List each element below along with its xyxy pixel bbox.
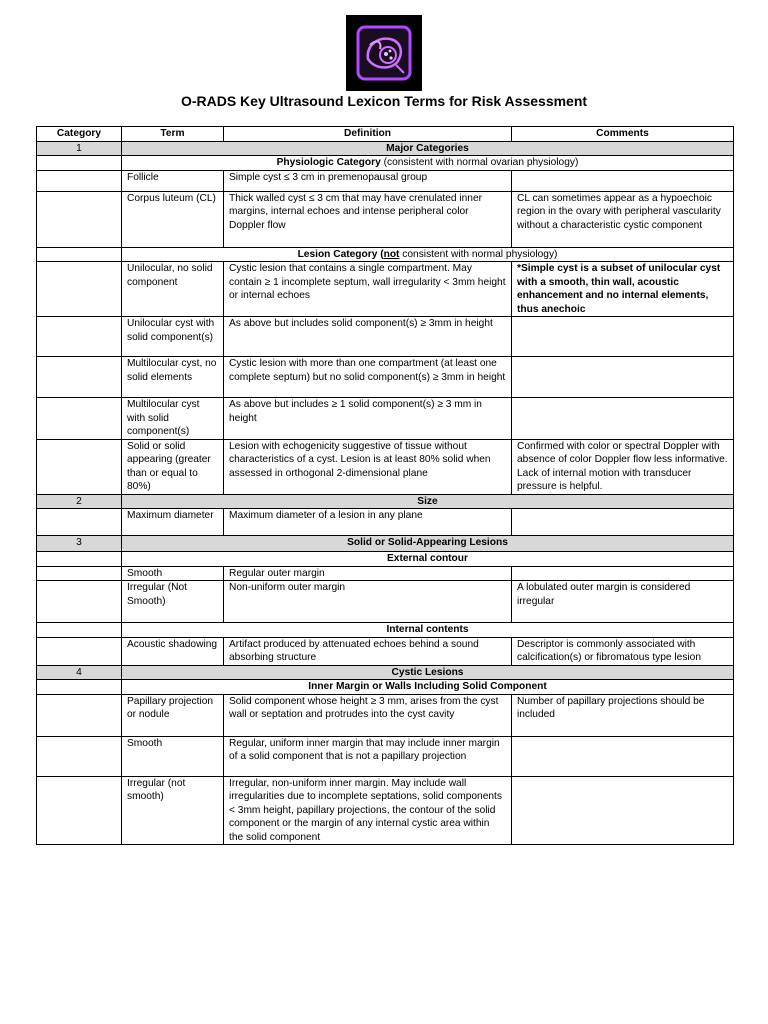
category-cell bbox=[37, 581, 122, 623]
subsection-row bbox=[37, 552, 734, 567]
category-cell bbox=[37, 623, 122, 638]
definition-cell: Thick walled cyst ≤ 3 cm that may have crenulated inner margins, internal echoes and intense peripheral color Doppler flow bbox=[224, 191, 512, 247]
category-cell bbox=[37, 509, 122, 536]
category-cell bbox=[37, 170, 122, 191]
term-cell: Smooth bbox=[122, 736, 224, 776]
definition-cell: Regular, uniform inner margin that may include inner margin of a solid component that is not a papillary projection bbox=[224, 736, 512, 776]
comment-cell: A lobulated outer margin is considered irregular bbox=[512, 581, 734, 623]
comment-cell: CL can sometimes appear as a hypoechoic region in the ovary with peripheral vascularity without a characteristic cystic component bbox=[512, 191, 734, 247]
term-cell: Multilocular cyst, no solid elements bbox=[122, 357, 224, 398]
section-title: Solid or Solid-Appearing Lesions bbox=[122, 536, 734, 552]
definition-cell: Cystic lesion with more than one compartment (at least one complete septum) but no solid component(s) ≥ 3mm in height bbox=[224, 357, 512, 398]
definition-cell: Lesion with echogenicity suggestive of tissue without characteristics of a cyst. Lesion is at least 80% solid when assessed in orthogonal 2-dimensional plane bbox=[224, 439, 512, 494]
definition-cell: Regular outer margin bbox=[224, 566, 512, 581]
category-cell bbox=[37, 439, 122, 494]
comment-cell: *Simple cyst is a subset of unilocular cyst with a smooth, thin wall, acoustic enhancement and no internal elements, thus anechoic bbox=[512, 262, 734, 317]
term-cell: Follicle bbox=[122, 170, 224, 191]
section-row bbox=[37, 494, 734, 509]
section-row bbox=[37, 536, 734, 552]
header-term: Term bbox=[122, 127, 224, 142]
category-cell bbox=[37, 156, 122, 171]
table-row bbox=[37, 170, 734, 191]
term-cell: Acoustic shadowing bbox=[122, 637, 224, 665]
category-cell bbox=[37, 680, 122, 695]
subsection-emphasis: not bbox=[383, 248, 400, 260]
subsection-title bbox=[122, 680, 734, 695]
section-title: Cystic Lesions bbox=[122, 665, 734, 680]
table-row bbox=[37, 191, 734, 247]
subsection-title bbox=[122, 247, 734, 262]
subsection-label: External contour bbox=[387, 553, 468, 564]
definition-cell: Maximum diameter of a lesion in any plane bbox=[224, 509, 512, 536]
category-cell bbox=[37, 262, 122, 317]
ovary-icon bbox=[346, 15, 422, 91]
term-cell: Maximum diameter bbox=[122, 509, 224, 536]
comment-cell: Descriptor is commonly associated with calcification(s) or fibromatous type lesion bbox=[512, 637, 734, 665]
table-row bbox=[37, 439, 734, 494]
subsection-label: Inner Margin or Walls Including Solid Component bbox=[308, 681, 547, 692]
table-row bbox=[37, 736, 734, 776]
category-cell bbox=[37, 191, 122, 247]
term-cell: Corpus luteum (CL) bbox=[122, 191, 224, 247]
category-cell bbox=[37, 317, 122, 357]
term-cell: Unilocular, no solid component bbox=[122, 262, 224, 317]
header-definition: Definition bbox=[224, 127, 512, 142]
term-cell: Unilocular cyst with solid component(s) bbox=[122, 317, 224, 357]
subsection-title bbox=[122, 623, 734, 638]
header-comments: Comments bbox=[512, 127, 734, 142]
table-row bbox=[37, 694, 734, 736]
category-number: 3 bbox=[37, 536, 122, 552]
table-row bbox=[37, 637, 734, 665]
subsection-title bbox=[122, 552, 734, 567]
logo bbox=[346, 15, 422, 91]
category-cell bbox=[37, 247, 122, 262]
definition-cell: Simple cyst ≤ 3 cm in premenopausal group bbox=[224, 170, 512, 191]
table-row bbox=[37, 566, 734, 581]
comment-cell bbox=[512, 398, 734, 440]
comment-cell bbox=[512, 509, 734, 536]
table-header-row bbox=[37, 127, 734, 142]
definition-cell: Cystic lesion that contains a single compartment. May contain ≥ 1 incomplete septum, wall irregularity < 3mm height or internal echoes bbox=[224, 262, 512, 317]
header-category: Category bbox=[37, 127, 122, 142]
category-number: 2 bbox=[37, 494, 122, 509]
section-row bbox=[37, 141, 734, 156]
section-row bbox=[37, 665, 734, 680]
category-cell bbox=[37, 637, 122, 665]
subsection-note: consistent with normal physiology) bbox=[399, 248, 558, 260]
table-row bbox=[37, 398, 734, 440]
page-title: O-RADS Key Ultrasound Lexicon Terms for Risk Assessment bbox=[180, 93, 588, 109]
category-cell bbox=[37, 552, 122, 567]
table-row bbox=[37, 581, 734, 623]
term-cell: Irregular (Not Smooth) bbox=[122, 581, 224, 623]
subsection-row bbox=[37, 680, 734, 695]
subsection-row bbox=[37, 247, 734, 262]
table-body bbox=[37, 141, 734, 845]
comment-cell bbox=[512, 776, 734, 845]
category-number: 1 bbox=[37, 141, 122, 156]
category-cell bbox=[37, 357, 122, 398]
lexicon-table bbox=[36, 126, 734, 845]
table-row bbox=[37, 317, 734, 357]
comment-cell: Number of papillary projections should be included bbox=[512, 694, 734, 736]
term-cell: Papillary projection or nodule bbox=[122, 694, 224, 736]
subsection-note: (consistent with normal ovarian physiology) bbox=[380, 157, 579, 168]
term-cell: Solid or solid appearing (greater than or equal to 80%) bbox=[122, 439, 224, 494]
definition-cell: Irregular, non-uniform inner margin. May include wall irregularities due to incomplete septations, solid components < 3mm height, papillary projections, the contour of the solid component or the margin of any internal cystic area within the solid component bbox=[224, 776, 512, 845]
comment-cell bbox=[512, 736, 734, 776]
definition-cell: As above but includes solid component(s) ≥ 3mm in height bbox=[224, 317, 512, 357]
term-cell: Multilocular cyst with solid component(s) bbox=[122, 398, 224, 440]
section-title: Major Categories bbox=[122, 141, 734, 156]
category-cell bbox=[37, 694, 122, 736]
comment-cell: Confirmed with color or spectral Doppler with absence of color Doppler flow less informative. Lack of internal motion with transducer pressure is helpful. bbox=[512, 439, 734, 494]
table-row bbox=[37, 357, 734, 398]
comment-cell bbox=[512, 317, 734, 357]
subsection-label: Internal contents bbox=[386, 624, 469, 635]
category-cell bbox=[37, 398, 122, 440]
subsection-label: Lesion Category ( bbox=[297, 248, 384, 260]
subsection-title bbox=[122, 156, 734, 171]
table-row bbox=[37, 262, 734, 317]
definition-cell: Artifact produced by attenuated echoes behind a sound absorbing structure bbox=[224, 637, 512, 665]
comment-cell bbox=[512, 566, 734, 581]
category-cell bbox=[37, 776, 122, 845]
category-number: 4 bbox=[37, 665, 122, 680]
definition-cell: Solid component whose height ≥ 3 mm, arises from the cyst wall or septation and protrudes into the cyst cavity bbox=[224, 694, 512, 736]
table-row bbox=[37, 509, 734, 536]
term-cell: Irregular (not smooth) bbox=[122, 776, 224, 845]
term-cell: Smooth bbox=[122, 566, 224, 581]
category-cell bbox=[37, 566, 122, 581]
definition-cell: As above but includes ≥ 1 solid component(s) ≥ 3 mm in height bbox=[224, 398, 512, 440]
subsection-row bbox=[37, 623, 734, 638]
section-title: Size bbox=[122, 494, 734, 509]
category-cell bbox=[37, 736, 122, 776]
definition-cell: Non-uniform outer margin bbox=[224, 581, 512, 623]
table-row bbox=[37, 776, 734, 845]
subsection-row bbox=[37, 156, 734, 171]
comment-cell bbox=[512, 170, 734, 191]
subsection-label: Physiologic Category bbox=[276, 157, 381, 168]
comment-cell bbox=[512, 357, 734, 398]
